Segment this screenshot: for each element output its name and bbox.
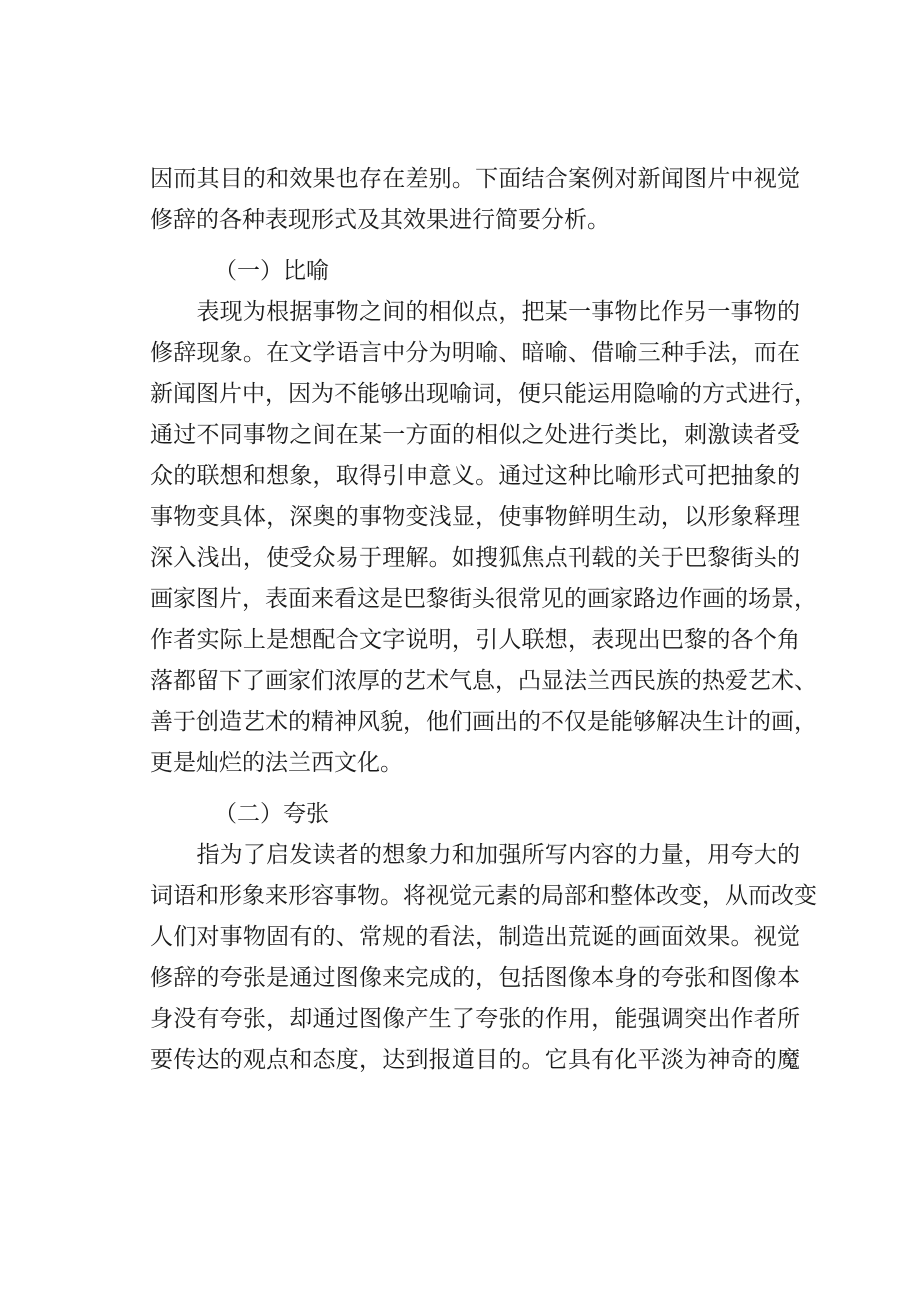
- paragraph-line: 众的联想和想象，取得引申意义。通过这种比喻形式可把抽象的: [150, 463, 800, 489]
- paragraph-line: 指为了启发读者的想象力和加强所写内容的力量，用夸大的: [150, 842, 800, 868]
- paragraph-line: 深入浅出，使受众易于理解。如搜狐焦点刊载的关于巴黎街头的: [150, 545, 800, 571]
- paragraph-line: 词语和形象来形容事物。将视觉元素的局部和整体改变，从而改变: [150, 883, 817, 909]
- section-heading-hyperbole: （二）夸张: [214, 801, 329, 827]
- paragraph-line: 画家图片，表面来看这是巴黎街头很常见的画家路边作画的场景，: [150, 586, 817, 612]
- paragraph-line: 身没有夸张，却通过图像产生了夸张的作用，能强调突出作者所: [150, 1006, 800, 1032]
- paragraph-line: 修辞现象。在文学语言中分为明喻、暗喻、借喻三种手法，而在: [150, 340, 800, 366]
- paragraph-line: 要传达的观点和态度，达到报道目的。它具有化平淡为神奇的魔: [150, 1047, 800, 1073]
- paragraph-line: 因而其目的和效果也存在差别。下面结合案例对新闻图片中视觉: [150, 166, 800, 192]
- paragraph-line: 通过不同事物之间在某一方面的相似之处进行类比，刺激读者受: [150, 422, 800, 448]
- paragraph-line: 落都留下了画家们浓厚的艺术气息，凸显法兰西民族的热爱艺术、: [150, 668, 817, 694]
- section-heading-metaphor: （一）比喻: [214, 258, 329, 284]
- paragraph-line: 人们对事物固有的、常规的看法，制造出荒诞的画面效果。视觉: [150, 924, 800, 950]
- paragraph-line: 更是灿烂的法兰西文化。: [150, 750, 403, 776]
- paragraph-line: 作者实际上是想配合文字说明，引人联想，表现出巴黎的各个角: [150, 627, 800, 653]
- paragraph-line: 修辞的夸张是通过图像来完成的，包括图像本身的夸张和图像本: [150, 965, 800, 991]
- paragraph-line: 新闻图片中，因为不能够出现喻词，便只能运用隐喻的方式进行，: [150, 381, 817, 407]
- paragraph-line: 事物变具体，深奥的事物变浅显，使事物鲜明生动，以形象释理: [150, 504, 800, 530]
- paragraph-line: 表现为根据事物之间的相似点，把某一事物比作另一事物的: [150, 299, 800, 325]
- paragraph-line: 善于创造艺术的精神风貌，他们画出的不仅是能够解决生计的画，: [150, 709, 817, 735]
- paragraph-line: 修辞的各种表现形式及其效果进行简要分析。: [150, 207, 610, 233]
